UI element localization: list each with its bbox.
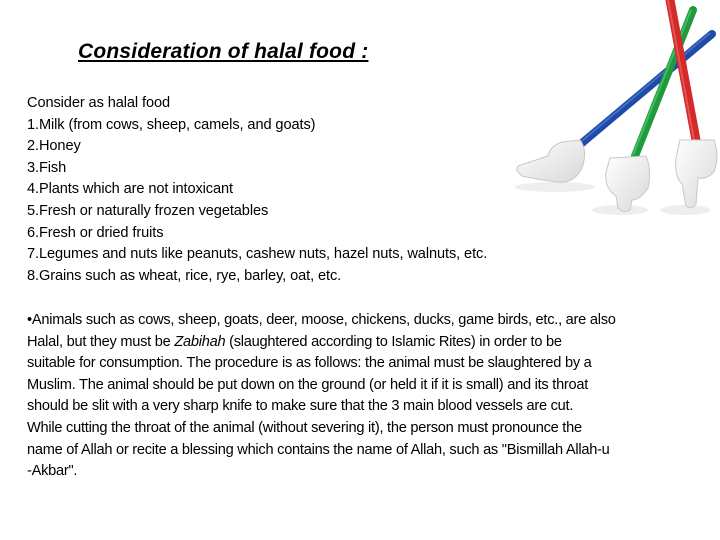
list-item: 8.Grains such as wheat, rice, rye, barley, oat, etc. (27, 267, 342, 284)
paragraph-line: -Akbar". (27, 463, 78, 480)
list-item: 2.Honey (27, 138, 81, 155)
list-item: 1.Milk (from cows, sheep, camels, and goats) (27, 116, 316, 133)
zabihah-term: Zabihah (174, 333, 226, 350)
halal-food-list (27, 93, 487, 287)
list-item: 6.Fresh or dried fruits (27, 224, 164, 241)
paragraph-line: •Animals such as cows, sheep, goats, deer, moose, chickens, ducks, game birds, etc., are also (27, 312, 616, 328)
paragraph-line: should be slit with a very sharp knife to make sure that the 3 main blood vessels are cut. (27, 398, 574, 415)
text-span: Halal, but they must be (27, 333, 175, 350)
paragraph-line: suitable for consumption. The procedure is as follows: the animal must be slaughtered by a (27, 355, 592, 372)
list-item: 4.Plants which are not intoxicant (27, 181, 233, 198)
list-item: 7.Legumes and nuts like peanuts, cashew nuts, hazel nuts, walnuts, etc. (27, 246, 488, 263)
paragraph-line: Muslim. The animal should be put down on the ground (or held it if it is small) and its throat (27, 376, 589, 393)
zabihah-paragraph (27, 310, 616, 483)
pointer-sticks-image (500, 0, 720, 230)
paragraph-line (27, 332, 616, 354)
paragraph-line: While cutting the throat of the animal (without severing it), the person must pronounce the (27, 419, 582, 436)
list-item: 3.Fish (27, 159, 67, 176)
list-item: 5.Fresh or naturally frozen vegetables (27, 202, 269, 219)
list-intro: Consider as halal food (27, 95, 171, 111)
text-span: (slaughtered according to Islamic Rites) in order to be (225, 333, 562, 350)
slide-title: Consideration of halal food : (78, 40, 369, 63)
paragraph-line: name of Allah or recite a blessing which contains the name of Allah, such as "Bismillah Allah-u (27, 441, 610, 458)
